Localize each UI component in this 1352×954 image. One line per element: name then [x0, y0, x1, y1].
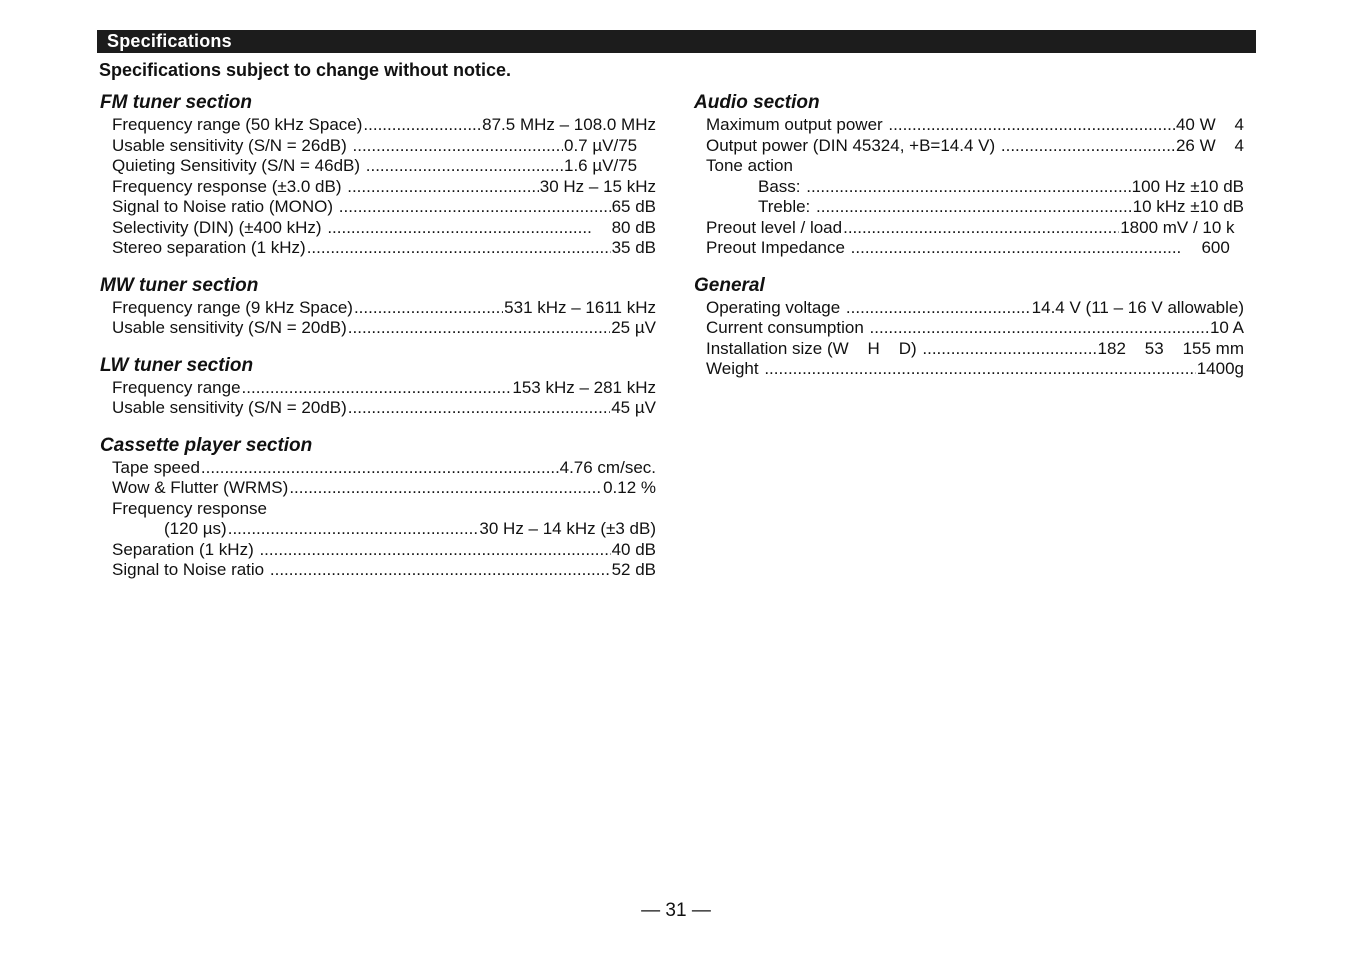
spec-value: 10 kHz ±10 dB: [1132, 197, 1244, 216]
spec-label: Usable sensitivity (S/N = 26dB): [112, 135, 352, 155]
spec-row: [100, 398, 656, 419]
left-column: [100, 91, 656, 596]
spec-value: 182 53 155 mm: [1097, 338, 1244, 358]
spec-list: [100, 298, 656, 339]
spec-label: Signal to Noise ratio (MONO): [112, 197, 338, 216]
spec-row: [100, 218, 656, 239]
spec-row: [100, 560, 656, 581]
spec-row: [100, 378, 656, 399]
lw-tuner-section: [100, 354, 656, 419]
spec-value: 4.76 cm/sec.: [559, 457, 656, 477]
spec-list: [694, 115, 1250, 259]
spec-value: 1800 mV / 10 k: [1120, 217, 1244, 237]
spec-label: Frequency range: [112, 377, 241, 397]
dot-leader: [363, 115, 481, 136]
spec-row: [100, 318, 656, 339]
dot-leader: [354, 298, 503, 319]
spec-value: 26 W 4: [1175, 135, 1244, 155]
section-title: MW tuner section: [100, 274, 259, 296]
dot-leader: [270, 560, 611, 581]
dot-leader: [347, 177, 539, 198]
page-number: — 31 —: [641, 900, 711, 921]
spec-value: 1.6 µV/75: [563, 156, 656, 175]
spec-label: Frequency response (±3.0 dB): [112, 176, 347, 196]
dot-leader: [307, 238, 611, 259]
dot-leader: [242, 378, 512, 399]
dot-leader: [366, 156, 563, 177]
spec-label: Preout level / load: [706, 217, 843, 237]
spec-label: Frequency response: [112, 498, 267, 518]
spec-label: Tone action: [706, 156, 793, 175]
spec-list: [694, 298, 1250, 380]
dot-leader: [348, 318, 610, 339]
dot-leader: [339, 197, 611, 218]
dot-leader: [348, 398, 610, 419]
page-title: Specifications: [107, 31, 232, 51]
spec-list: [100, 458, 656, 581]
spec-value: 40 W 4: [1175, 115, 1244, 134]
spec-label: Frequency range (9 kHz Space): [112, 297, 353, 317]
spec-row: [100, 540, 656, 561]
spec-row: [694, 115, 1250, 136]
spec-row: [694, 197, 1250, 218]
dot-leader: [1001, 136, 1175, 157]
spec-value: 30 Hz – 15 kHz: [539, 176, 656, 196]
spec-label: Stereo separation (1 kHz): [112, 238, 306, 257]
spec-value: 25 µV: [611, 318, 656, 337]
dot-leader: [816, 197, 1132, 218]
dot-leader: [289, 478, 602, 499]
section-title: Cassette player section: [100, 434, 313, 456]
spec-row: [100, 177, 656, 198]
spec-value: 531 kHz – 1611 kHz: [504, 297, 656, 317]
spec-label: Quieting Sensitivity (S/N = 46dB): [112, 156, 365, 175]
spec-value: 40 dB: [611, 539, 656, 559]
spec-list: [100, 378, 656, 419]
spec-label: Bass:: [758, 176, 806, 196]
spec-label: Operating voltage: [706, 297, 845, 317]
spec-row: [100, 298, 656, 319]
spec-label: Wow & Flutter (WRMS): [112, 478, 289, 497]
dot-leader: [846, 298, 1031, 319]
spec-label: Frequency range (50 kHz Space): [112, 115, 363, 134]
spec-label: Weight: [706, 359, 764, 378]
spec-row: [100, 197, 656, 218]
spec-value: 600: [1182, 238, 1244, 257]
spec-label: Usable sensitivity (S/N = 20dB): [112, 318, 347, 337]
spec-list: [100, 115, 656, 259]
spec-value: 87.5 MHz – 108.0 MHz: [482, 115, 656, 134]
spec-value: 0.7 µV/75: [563, 135, 656, 155]
spec-value: 65 dB: [611, 197, 656, 216]
spec-row: [694, 318, 1250, 339]
spec-label: Separation (1 kHz): [112, 539, 259, 559]
spec-value: 30 Hz – 14 kHz (±3 dB): [479, 519, 656, 538]
spec-value: 35 dB: [611, 238, 656, 257]
spec-label: Installation size (W H D): [706, 338, 922, 358]
dot-leader: [843, 218, 1119, 239]
spec-value: 45 µV: [611, 398, 656, 417]
spec-row: [694, 339, 1250, 360]
dot-leader: [353, 136, 563, 157]
dot-leader: [851, 238, 1182, 259]
spec-row: [694, 218, 1250, 239]
spec-row: [694, 156, 1250, 177]
general: [694, 274, 1250, 380]
fm-tuner-section: [100, 91, 656, 259]
spec-value: 80 dB: [592, 217, 656, 237]
spec-label: Preout Impedance: [706, 238, 850, 257]
audio-section: [694, 91, 1250, 259]
spec-row: [694, 238, 1250, 259]
dot-leader: [922, 339, 1096, 360]
dot-leader: [259, 540, 610, 561]
spec-label: Tape speed: [112, 457, 200, 477]
section-title: General: [694, 274, 765, 296]
spec-value: 10 A: [1209, 318, 1244, 337]
header-bar: [97, 30, 1256, 53]
spec-row: [100, 136, 656, 157]
spec-row: [100, 499, 656, 520]
spec-value: 14.4 V (11 – 16 V allowable): [1031, 297, 1244, 317]
spec-label: Signal to Noise ratio: [112, 560, 269, 579]
dot-leader: [888, 115, 1175, 136]
spec-value: 52 dB: [611, 560, 656, 579]
spec-row: [100, 478, 656, 499]
section-title: Audio section: [694, 92, 820, 113]
spec-row: [694, 177, 1250, 198]
spec-label: (120 µs): [164, 519, 227, 538]
dot-leader: [201, 458, 559, 479]
mw-tuner-section: [100, 274, 656, 339]
dot-leader: [228, 519, 479, 540]
section-title: FM tuner section: [100, 92, 253, 113]
spec-value: 0.12 %: [603, 478, 656, 497]
dot-leader: [806, 177, 1130, 198]
spec-label: Selectivity (DIN) (±400 kHz): [112, 217, 327, 237]
spec-value: 1400g: [1196, 359, 1244, 378]
subtitle: Specifications subject to change without notice.: [99, 60, 512, 80]
spec-label: Output power (DIN 45324, +B=14.4 V): [706, 135, 1000, 155]
dot-leader: [764, 359, 1195, 380]
spec-row: [694, 359, 1250, 380]
spec-value: 100 Hz ±10 dB: [1131, 176, 1244, 196]
spec-label: Current consumption: [706, 318, 869, 337]
dot-leader: [327, 218, 591, 239]
cassette-player-section: [100, 434, 656, 581]
spec-row: [694, 298, 1250, 319]
spec-row: [100, 115, 656, 136]
spec-row: [100, 238, 656, 259]
spec-label: Usable sensitivity (S/N = 20dB): [112, 398, 347, 417]
section-title: LW tuner section: [100, 354, 254, 376]
spec-label: Maximum output power: [706, 115, 888, 134]
spec-label: Treble:: [758, 197, 816, 216]
spec-row: [100, 458, 656, 479]
right-column: [694, 91, 1250, 395]
dot-leader: [870, 318, 1209, 339]
spec-row: [100, 156, 656, 177]
spec-row: [694, 136, 1250, 157]
spec-value: 153 kHz – 281 kHz: [512, 377, 656, 397]
spec-row: [100, 519, 656, 540]
